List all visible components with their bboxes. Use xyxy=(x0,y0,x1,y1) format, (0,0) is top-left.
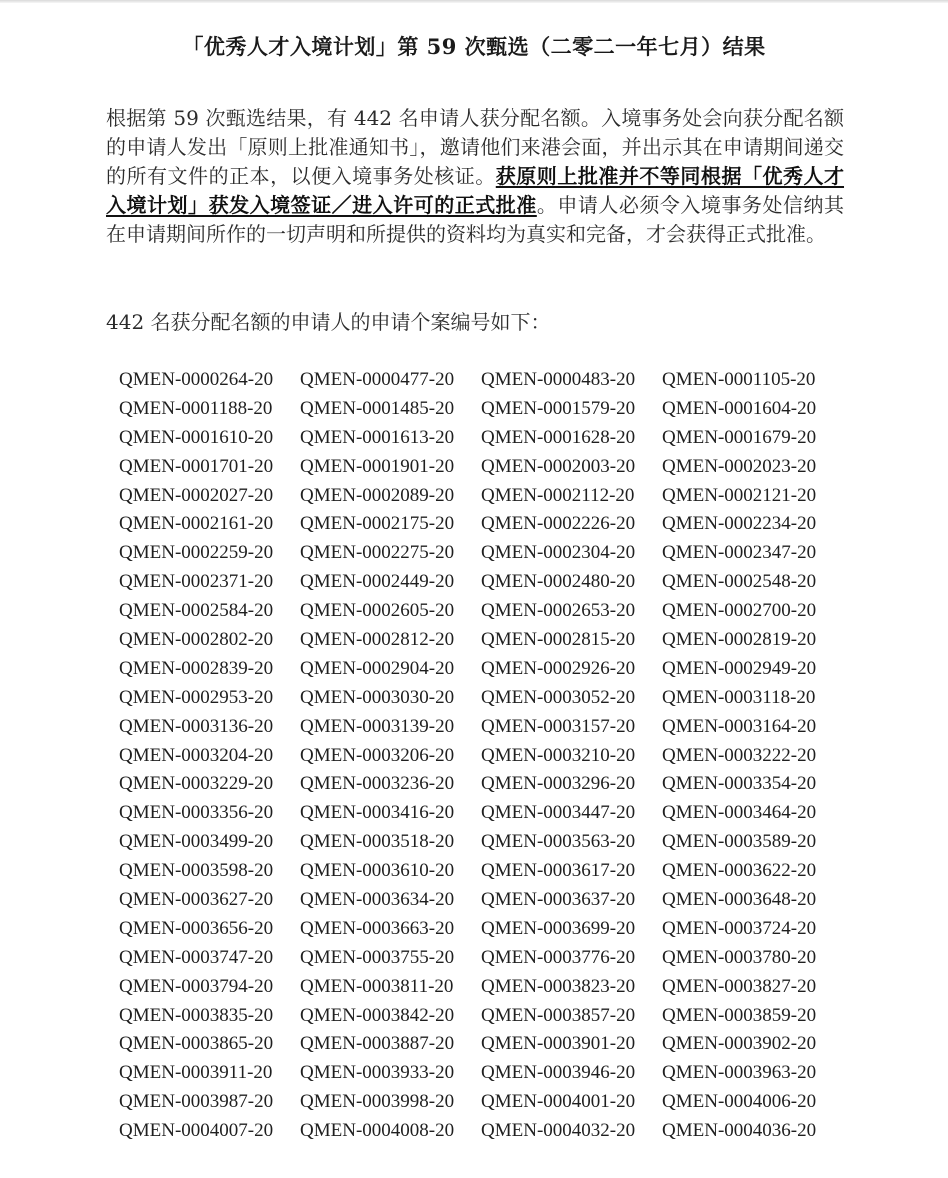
case-number: QMEN-0003204-20 xyxy=(119,744,274,766)
case-number: QMEN-0002548-20 xyxy=(662,571,817,593)
case-number: QMEN-0002653-20 xyxy=(481,600,636,622)
case-number: QMEN-0003229-20 xyxy=(119,773,274,795)
case-number: QMEN-0003887-20 xyxy=(300,1033,455,1055)
case-number: QMEN-0002023-20 xyxy=(662,455,817,477)
case-number: QMEN-0003780-20 xyxy=(662,946,817,968)
case-number: QMEN-0002904-20 xyxy=(300,657,455,679)
case-number: QMEN-0004032-20 xyxy=(481,1120,636,1142)
case-number: QMEN-0003987-20 xyxy=(119,1091,274,1113)
case-number: QMEN-0003901-20 xyxy=(481,1033,636,1055)
case-number: QMEN-0002347-20 xyxy=(662,542,817,564)
case-number: QMEN-0001105-20 xyxy=(662,369,816,390)
case-number: QMEN-0003835-20 xyxy=(119,1004,274,1026)
case-number: QMEN-0004007-20 xyxy=(119,1120,274,1142)
case-number: QMEN-0002175-20 xyxy=(300,513,455,535)
case-number: QMEN-0002584-20 xyxy=(119,600,274,622)
case-number: QMEN-0003902-20 xyxy=(662,1033,817,1055)
case-number: QMEN-0003634-20 xyxy=(300,889,455,911)
paragraph-emphasis: 获原则上批准并不等同根据「优秀人才入境计划」获发入境签证／进入许可的正式批准 xyxy=(106,164,845,217)
case-number: QMEN-0003118-20 xyxy=(662,686,816,708)
case-number: QMEN-0003755-20 xyxy=(300,946,455,968)
case-number: QMEN-0003911-20 xyxy=(119,1062,273,1084)
case-number: QMEN-0001613-20 xyxy=(300,426,455,448)
case-number: QMEN-0003610-20 xyxy=(300,860,455,882)
case-number: QMEN-0002926-20 xyxy=(481,657,636,679)
case-number: QMEN-0003933-20 xyxy=(300,1062,455,1084)
case-number: QMEN-0003354-20 xyxy=(662,773,817,795)
case-number: QMEN-0004008-20 xyxy=(300,1120,455,1142)
document-title: 「优秀人才入境计划」第 59 次甄选（二零二一年七月）结果 xyxy=(182,34,766,59)
case-number: QMEN-0003589-20 xyxy=(662,831,817,853)
case-number: QMEN-0003747-20 xyxy=(119,946,274,968)
list-intro: 442 名获分配名额的申请人的申请个案编号如下： xyxy=(106,310,551,334)
case-number: QMEN-0003206-20 xyxy=(300,744,455,766)
case-number: QMEN-0003622-20 xyxy=(662,860,817,882)
case-number: QMEN-0003499-20 xyxy=(119,831,274,853)
case-number: QMEN-0002089-20 xyxy=(300,484,455,506)
case-number: QMEN-0003518-20 xyxy=(300,831,455,853)
case-number: QMEN-0002027-20 xyxy=(119,484,274,506)
paragraph-text-part2: 。申请人必须令入境事务处信纳其在申请期间所作的一切声明和所提供的资料均为真实和完备，才会获得正式批准。 xyxy=(106,193,845,246)
case-number: QMEN-0001701-20 xyxy=(119,455,274,477)
case-number: QMEN-0004006-20 xyxy=(662,1091,817,1113)
announcement-paragraph xyxy=(106,104,844,249)
case-number: QMEN-0002275-20 xyxy=(300,542,455,564)
case-number: QMEN-0000483-20 xyxy=(481,369,636,390)
case-number: QMEN-0001604-20 xyxy=(662,397,817,419)
case-number: QMEN-0002480-20 xyxy=(481,571,636,593)
case-number: QMEN-0003136-20 xyxy=(119,715,274,737)
case-number: QMEN-0002700-20 xyxy=(662,600,817,622)
case-number: QMEN-0000264-20 xyxy=(119,369,274,390)
case-number: QMEN-0004036-20 xyxy=(662,1120,817,1142)
case-number: QMEN-0002371-20 xyxy=(119,571,274,593)
case-number: QMEN-0003794-20 xyxy=(119,975,274,997)
case-number: QMEN-0002449-20 xyxy=(300,571,455,593)
case-number: QMEN-0003724-20 xyxy=(662,917,817,939)
case-number: QMEN-0002953-20 xyxy=(119,686,274,708)
case-number: QMEN-0003699-20 xyxy=(481,917,636,939)
case-number: QMEN-0003946-20 xyxy=(481,1062,636,1084)
case-number: QMEN-0003416-20 xyxy=(300,802,455,824)
case-number: QMEN-0003356-20 xyxy=(119,802,274,824)
case-number: QMEN-0003842-20 xyxy=(300,1004,455,1026)
case-number: QMEN-0003598-20 xyxy=(119,860,274,882)
case-number: QMEN-0002234-20 xyxy=(662,513,817,535)
case-number: QMEN-0003637-20 xyxy=(481,889,636,911)
case-number: QMEN-0003857-20 xyxy=(481,1004,636,1026)
case-number: QMEN-0002112-20 xyxy=(481,484,635,506)
case-number: QMEN-0003811-20 xyxy=(300,975,454,997)
case-number: QMEN-0003648-20 xyxy=(662,889,817,911)
case-number: QMEN-0003963-20 xyxy=(662,1062,817,1084)
case-number: QMEN-0001679-20 xyxy=(662,426,817,448)
case-number: QMEN-0003776-20 xyxy=(481,946,636,968)
case-number: QMEN-0003157-20 xyxy=(481,715,636,737)
case-number: QMEN-0003865-20 xyxy=(119,1033,274,1055)
case-number: QMEN-0001485-20 xyxy=(300,397,455,419)
case-number: QMEN-0002605-20 xyxy=(300,600,455,622)
case-number: QMEN-0002226-20 xyxy=(481,513,636,535)
case-number: QMEN-0001610-20 xyxy=(119,426,274,448)
case-number: QMEN-0002802-20 xyxy=(119,629,274,651)
case-number: QMEN-0003210-20 xyxy=(481,744,636,766)
case-number: QMEN-0002949-20 xyxy=(662,657,817,679)
case-number: QMEN-0001628-20 xyxy=(481,426,636,448)
case-number: QMEN-0001901-20 xyxy=(300,455,455,477)
case-number: QMEN-0001579-20 xyxy=(481,397,636,419)
case-number: QMEN-0003859-20 xyxy=(662,1004,817,1026)
case-number: QMEN-0002812-20 xyxy=(300,629,455,651)
paragraph-text-part1: 根据第 59 次甄选结果，有 442 名申请人获分配名额。入境事务处会向获分配名额的申请人发出「原则上批准通知书」，邀请他们来港会面，并出示其在申请期间递交的所有文件的正本，以便入境事务处核证。 xyxy=(106,106,844,188)
case-number: QMEN-0003563-20 xyxy=(481,831,636,853)
case-number: QMEN-0002819-20 xyxy=(662,629,817,651)
case-number-grid xyxy=(119,366,859,1146)
case-number: QMEN-0002815-20 xyxy=(481,629,636,651)
case-number: QMEN-0003617-20 xyxy=(481,860,636,882)
case-number: QMEN-0003236-20 xyxy=(300,773,455,795)
case-number: QMEN-0003296-20 xyxy=(481,773,636,795)
case-number: QMEN-0001188-20 xyxy=(119,397,273,419)
case-number: QMEN-0003052-20 xyxy=(481,686,636,708)
case-number: QMEN-0002259-20 xyxy=(119,542,274,564)
case-number: QMEN-0003663-20 xyxy=(300,917,455,939)
case-number: QMEN-0002304-20 xyxy=(481,542,636,564)
case-number: QMEN-0003827-20 xyxy=(662,975,817,997)
case-number: QMEN-0000477-20 xyxy=(300,369,455,390)
case-number: QMEN-0003447-20 xyxy=(481,802,636,824)
case-number: QMEN-0003998-20 xyxy=(300,1091,455,1113)
case-number: QMEN-0003222-20 xyxy=(662,744,817,766)
case-number: QMEN-0003164-20 xyxy=(662,715,817,737)
case-number: QMEN-0002121-20 xyxy=(662,484,817,506)
case-number: QMEN-0002161-20 xyxy=(119,513,274,535)
case-number: QMEN-0003823-20 xyxy=(481,975,636,997)
case-number: QMEN-0002839-20 xyxy=(119,657,274,679)
case-number: QMEN-0004001-20 xyxy=(481,1091,636,1113)
case-number: QMEN-0003030-20 xyxy=(300,686,455,708)
case-number: QMEN-0002003-20 xyxy=(481,455,636,477)
case-number: QMEN-0003627-20 xyxy=(119,889,274,911)
case-number: QMEN-0003464-20 xyxy=(662,802,817,824)
case-number: QMEN-0003139-20 xyxy=(300,715,455,737)
case-number: QMEN-0003656-20 xyxy=(119,917,274,939)
